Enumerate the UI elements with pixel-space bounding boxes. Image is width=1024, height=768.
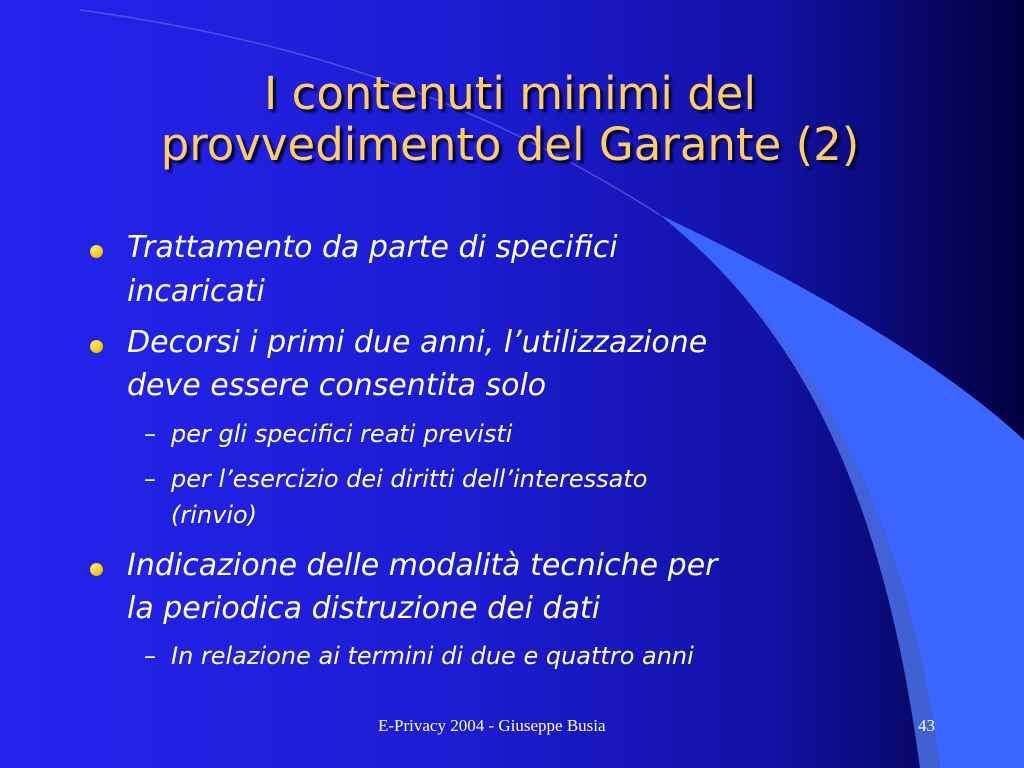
bullet-icon [90,563,103,576]
sub-bullet-marker: – [144,420,156,448]
bullet-3-line-2: la periodica distruzione dei dati [127,591,601,626]
sub-bullet-2-2-line-1: per l’esercizio dei diritti dell’interessato [171,465,648,493]
bullet-1-line-1: Trattamento da parte di specifici [127,230,618,265]
sub-bullet-2-2-line-2: (rinvio) [171,501,258,529]
footer-text: E-Privacy 2004 - Giuseppe Busia [378,716,606,735]
sub-bullet-marker: – [144,642,156,670]
sub-bullet-marker: – [144,465,156,493]
bullet-2-line-1: Decorsi i primi due anni, l’utilizzazione [127,325,708,360]
bullet-1-line-2: incaricati [127,274,265,309]
bullet-icon [90,340,103,353]
title-line-2: provvedimento del Garante (2) [160,118,860,171]
bullet-icon [90,245,103,258]
sub-bullet-3-1-line-1: In relazione ai termini di due e quattro anni [171,642,694,670]
sub-bullet-2-1-line-1: per gli specifici reati previsti [171,420,513,448]
bullet-2-line-2: deve essere consentita solo [127,368,547,403]
title-line-1: I contenuti minimi del [264,67,756,120]
page-number: 43 [918,716,935,735]
bullet-3-line-1: Indicazione delle modalità tecniche per [127,548,718,583]
